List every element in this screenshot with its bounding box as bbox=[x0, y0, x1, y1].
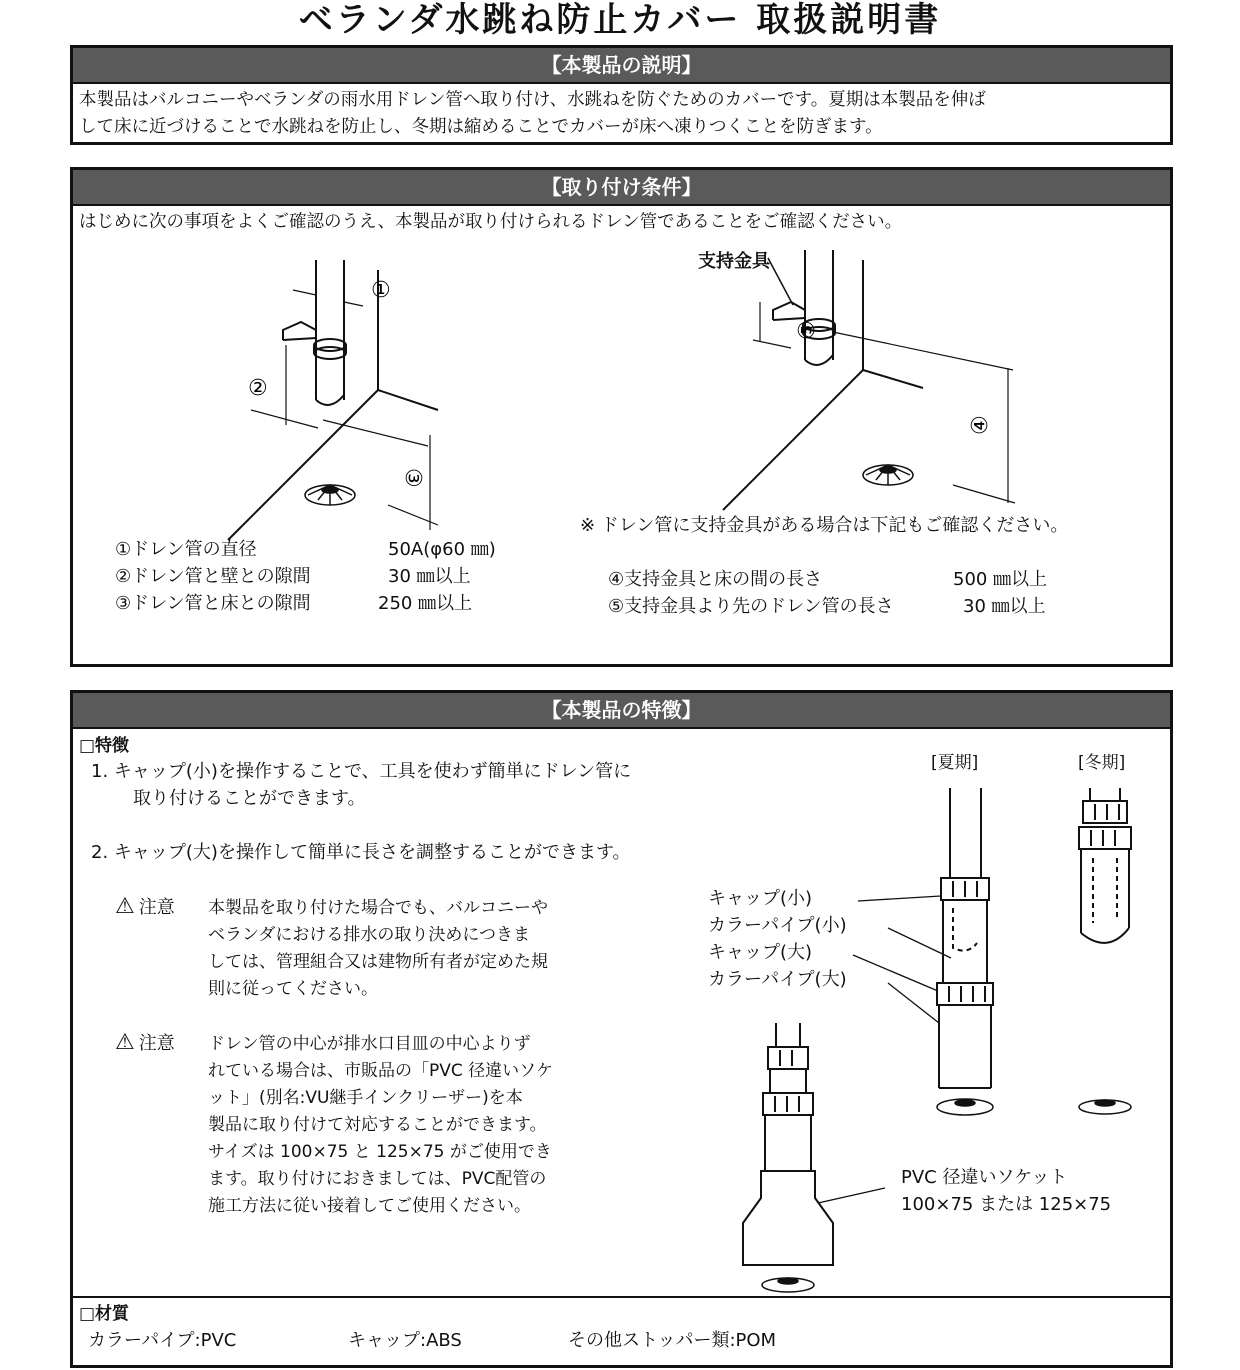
summer-label: [夏期] bbox=[931, 753, 979, 773]
product-diagram bbox=[73, 693, 1170, 1293]
marker-2: ② bbox=[248, 376, 268, 401]
socket-label-line-1: PVC 径違いソケット bbox=[901, 1167, 1068, 1188]
condition-5-label: ⑤支持金具より先のドレン管の長さ bbox=[608, 596, 894, 617]
feature-1-line-1: 1. キャップ(小)を操作することで、工具を使わず簡単にドレン管に bbox=[91, 761, 632, 782]
socket-label-line-2: 100×75 または 125×75 bbox=[901, 1194, 1112, 1215]
condition-4-value: 500 ㎜以上 bbox=[953, 569, 1048, 590]
material-cap: キャップ:ABS bbox=[348, 1330, 462, 1351]
caution-2-text: ドレン管の中心が排水口目皿の中心よりず れている場合は、市販品の「PVC 径違いソケ ット」(別名:VU継手インクリーザー)を本 製品に取り付けて対応することができます。 サイズは 100×75 と 125×75 がご使用でき ます。取り付けにおきましては、PVC配管の 施工方法に従い接着してご使用ください。 bbox=[208, 1034, 553, 1216]
part-label-cap-large: キャップ(大) bbox=[708, 942, 813, 963]
material-stoppers: その他ストッパー類:POM bbox=[568, 1330, 777, 1351]
feature-2: 2. キャップ(大)を操作して簡単に長さを調整することができます。 bbox=[91, 842, 631, 863]
condition-3-label: ③ドレン管と床との隙間 bbox=[115, 593, 311, 614]
page-title: ベランダ水跳ね防止カバー 取扱説明書 bbox=[298, 0, 942, 40]
installation-intro: はじめに次の事項をよくご確認のうえ、本製品が取り付けられるドレン管であることをご確認ください。 bbox=[79, 212, 903, 232]
materials-heading: □材質 bbox=[79, 1304, 130, 1324]
description-line-2: して床に近づけることで水跳ねを防止し、冬期は縮めることでカバーが床へ凍りつくことを防ぎます。 bbox=[79, 117, 883, 137]
condition-5-value: 30 ㎜以上 bbox=[963, 596, 1046, 617]
installation-heading: 【取り付け条件】 bbox=[73, 170, 1170, 206]
description-section bbox=[70, 45, 1173, 145]
description-line-1: 本製品はバルコニーやベランダの雨水用ドレン管へ取り付け、水跳ねを防ぐためのカバーです。夏期は本製品を伸ば bbox=[79, 90, 986, 110]
feature-1-line-2: 取り付けることができます。 bbox=[133, 788, 366, 809]
caution-2-label: ⚠ 注意 bbox=[115, 1030, 175, 1055]
marker-3: ③ bbox=[400, 468, 425, 488]
features-subheading: □特徴 bbox=[79, 736, 130, 756]
part-label-cap-small: キャップ(小) bbox=[708, 888, 813, 909]
caution-1-text: 本製品を取り付けた場合でも、バルコニーや ベランダにおける排水の取り決めにつきま しては、管理組合又は建物所有者が定めた規 則に従ってください。 bbox=[208, 898, 548, 999]
condition-2-label: ②ドレン管と壁との隙間 bbox=[115, 566, 311, 587]
bracket-label: 支持金具 bbox=[698, 251, 770, 272]
features-heading: 【本製品の特徴】 bbox=[73, 693, 1170, 729]
material-color-pipe: カラーパイプ:PVC bbox=[88, 1330, 237, 1351]
warning-icon: ⚠ bbox=[115, 1030, 135, 1055]
condition-4-label: ④支持金具と床の間の長さ bbox=[608, 569, 823, 590]
condition-2-value: 30 ㎜以上 bbox=[388, 566, 471, 587]
drain-cover-icon bbox=[305, 485, 355, 505]
winter-label: [冬期] bbox=[1078, 753, 1126, 773]
drain-pipe-diagram-left bbox=[173, 250, 573, 550]
marker-4: ④ bbox=[968, 415, 993, 435]
marker-1: ① bbox=[371, 278, 391, 303]
installation-conditions-section bbox=[70, 167, 1173, 667]
features-section bbox=[70, 690, 1173, 1368]
drain-pipe-diagram-right bbox=[703, 250, 1003, 520]
condition-1-value: 50A(φ60 ㎜) bbox=[388, 539, 496, 560]
part-label-color-pipe-large: カラーパイプ(大) bbox=[708, 969, 847, 990]
materials-divider bbox=[73, 1296, 1170, 1298]
caution-1-label: ⚠ 注意 bbox=[115, 894, 175, 919]
drain-cover-icon bbox=[863, 465, 913, 485]
warning-icon: ⚠ bbox=[115, 894, 135, 919]
condition-3-value: 250 ㎜以上 bbox=[378, 593, 473, 614]
condition-1-label: ①ドレン管の直径 bbox=[115, 539, 257, 560]
description-heading: 【本製品の説明】 bbox=[73, 48, 1170, 84]
part-label-color-pipe-small: カラーパイプ(小) bbox=[708, 915, 847, 936]
bracket-note: ※ ドレン管に支持金具がある場合は下記もご確認ください。 bbox=[580, 515, 1069, 536]
marker-5: ⑤ bbox=[795, 320, 820, 340]
